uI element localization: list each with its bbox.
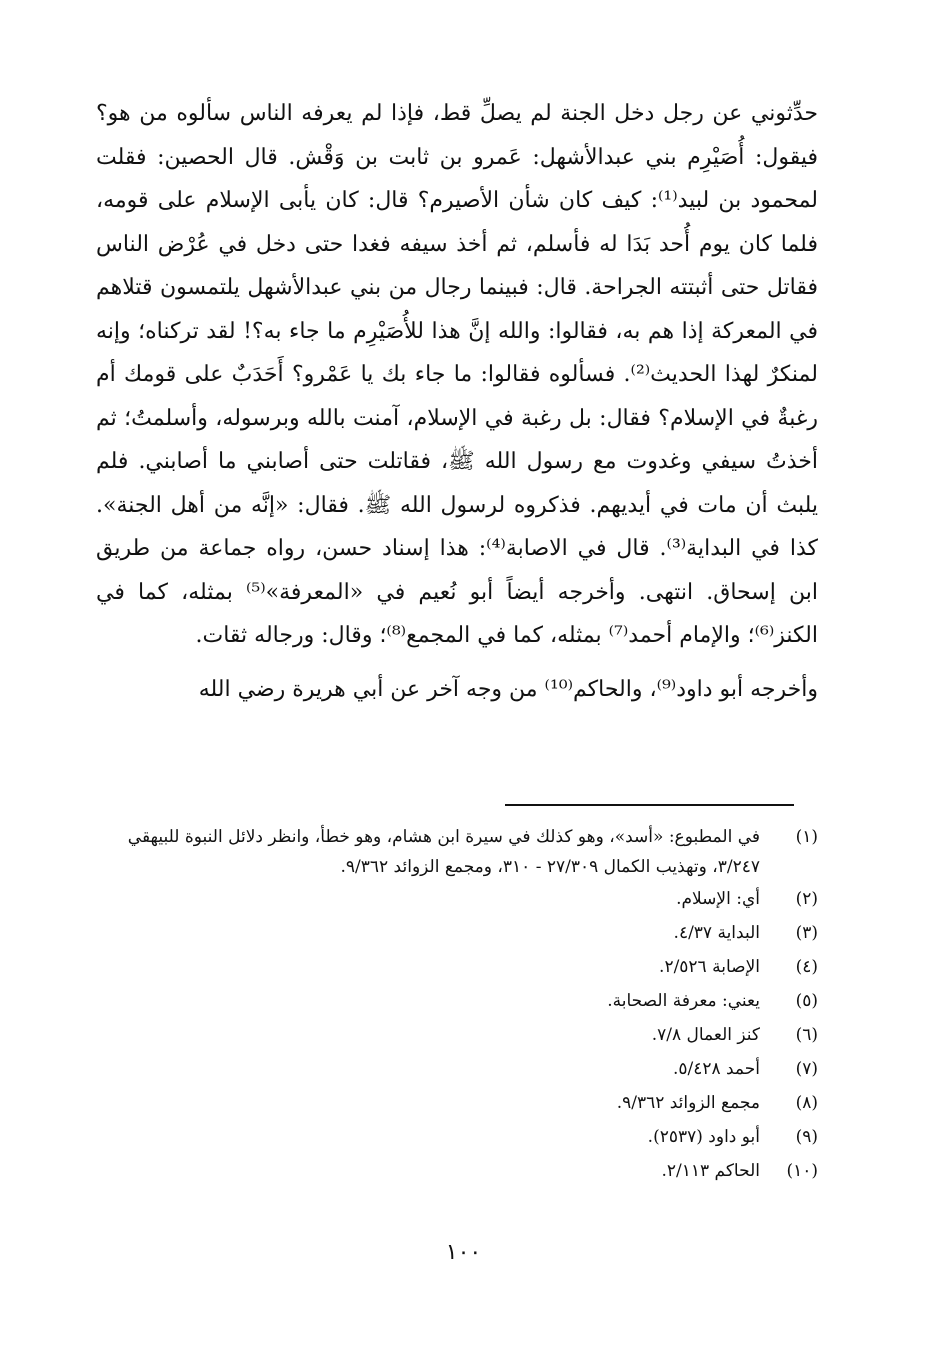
footnote-number: (٥) <box>795 991 818 1011</box>
footnote-text: الإصابة ٢/٥٢٦. <box>659 957 760 977</box>
footnote-text: كنز العمال ٧/٨. <box>651 1025 760 1045</box>
footnote-number: (٩) <box>795 1127 818 1147</box>
footnote-item <box>96 1018 818 1052</box>
body-text <box>96 92 818 711</box>
footnote-text: الحاكم ٢/١١٣. <box>661 1161 760 1181</box>
footnote-number: (١) <box>795 827 818 847</box>
footnote-text: أي: الإسلام. <box>676 889 760 909</box>
footnote-text: يعني: معرفة الصحابة. <box>607 991 760 1011</box>
footnote-text: البداية ٤/٣٧. <box>673 923 760 943</box>
footnote-item <box>96 1052 818 1086</box>
footnote-separator <box>505 804 794 806</box>
footnote-text: في المطبوع: «أسد»، وهو كذلك في سيرة ابن هشام، وهو خطأ، وانظر دلائل النبوة للبيهقي ٣/٢٤٧، وتهذيب الكمال ٢٧/٣٠٩ - ٣١٠، ومجمع الزوائد ٩/٣٦٢. <box>127 827 760 877</box>
footnote-number: (٧) <box>795 1059 818 1079</box>
footnote-number: (٢) <box>795 889 818 909</box>
page-number: ١٠٠ <box>445 1240 482 1265</box>
footnote-number: (٤) <box>795 957 818 977</box>
body-paragraph: حدِّثوني عن رجل دخل الجنة لم يصلِّ قط، فإذا لم يعرفه الناس سألوه من هو؟ فيقول: أُصَيْرِم بني عبدالأشهل: عَمرو بن ثابت بن وَقْش. قال الحصين: فقلت لمحمود بن لبيد⁽¹⁾: كيف كان شأن الأصيرم؟ قال: كان يأبى الإسلام على قومه، فلما كان يوم أُحد بَدَا له فأسلم، ثم أخذ سيفه فغدا حتى دخل في عُرْض الناس فقاتل حتى أثبتته الجراحة. قال: فبينما رجال من بني عبدالأشهل يلتمسون قتلاهم في المعركة إذا هم به، فقالوا: والله إنَّ هذا للأُصَيْرِم ما جاء به؟! لقد تركناه؛ وإنه لمنكرٌ لهذا الحديث⁽²⁾. فسألوه فقالوا: ما جاء بك يا عَمْرو؟ أَحَدَبٌ على قومك أم رغبةٌ في الإسلام؟ فقال: بل رغبة في الإسلام، آمنت بالله وبرسوله، وأسلمتُ؛ ثم أخذتُ سيفي وغدوت مع رسول الله ﷺ، فقاتلت حتى أصابني ما أصابني. فلم يلبث أن مات في أيديهم. فذكروه لرسول الله ﷺ. فقال: «إنَّه من أهل الجنة». كذا في البداية⁽³⁾. قال في الاصابة⁽⁴⁾: هذا إسناد حسن، رواه جماعة من طريق ابن إسحاق. انتهى. وأخرجه أيضاً أبو نُعيم في «المعرفة»⁽⁵⁾ بمثله، كما في الكنز⁽⁶⁾؛ والإمام أحمد⁽⁷⁾ بمثله، كما في المجمع⁽⁸⁾؛ وقال: ورجاله ثقات. <box>96 101 818 648</box>
footnote-number: (٦) <box>795 1025 818 1045</box>
footnotes-list <box>96 820 818 1188</box>
footnote-item <box>96 950 818 984</box>
body-paragraph: وأخرجه أبو داود⁽⁹⁾، والحاكم⁽¹⁰⁾ من وجه آخر عن أبي هريرة رضي الله <box>198 676 818 702</box>
footnote-number: (١٠) <box>786 1161 818 1181</box>
footnote-number: (٨) <box>795 1093 818 1113</box>
footnote-item <box>96 1086 818 1120</box>
footnote-text: أبو داود (٢٥٣٧). <box>647 1127 760 1147</box>
footnote-item <box>96 984 818 1018</box>
footnote-item <box>96 820 818 882</box>
footnote-item <box>96 916 818 950</box>
footnote-text: مجمع الزوائد ٩/٣٦٢. <box>616 1093 760 1113</box>
footnote-item <box>96 882 818 916</box>
footnote-number: (٣) <box>795 923 818 943</box>
footnote-text: أحمد ٥/٤٢٨. <box>672 1059 760 1079</box>
footnote-item <box>96 1120 818 1154</box>
footnote-item <box>96 1154 818 1188</box>
